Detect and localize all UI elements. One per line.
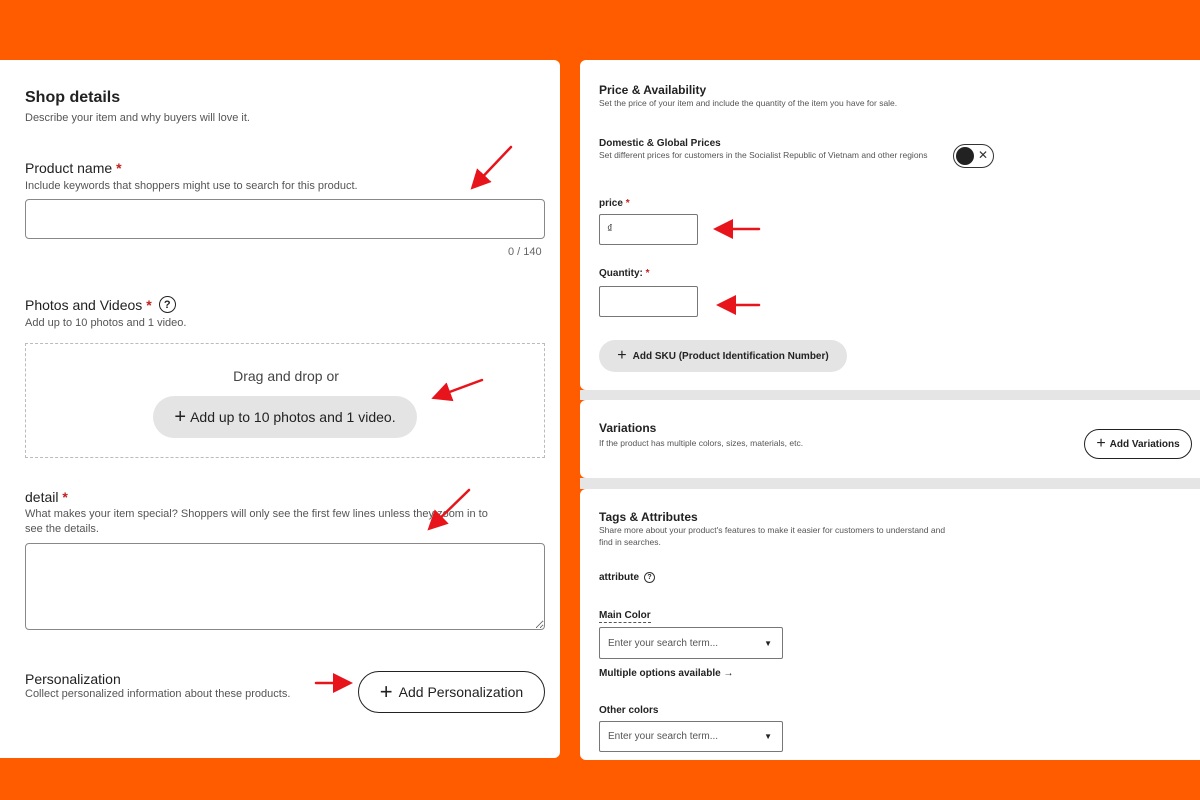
tags-subtitle [599, 524, 1019, 548]
arrow-right-icon: → [723, 668, 734, 679]
attribute-label [599, 572, 655, 583]
add-sku-button[interactable] [599, 340, 847, 372]
section-divider [580, 390, 1200, 400]
other-colors-select[interactable] [599, 721, 783, 752]
detail-label [25, 489, 68, 505]
photos-label-text: Photos and Videos [25, 296, 143, 313]
variations-card [580, 400, 1200, 478]
domestic-prices-subtitle: Set different prices for customers in the Socialist Republic of Vietnam and other regions [599, 150, 928, 160]
toggle-knob [956, 147, 974, 165]
multiple-options-link[interactable] [599, 668, 733, 679]
shop-details-title: Shop details [25, 89, 121, 106]
detail-textarea[interactable] [25, 543, 545, 630]
photos-label [25, 296, 176, 313]
currency-symbol: ₫ [607, 223, 613, 235]
shop-details-subtitle: Describe your item and why buyers will love it. [25, 112, 250, 124]
price-input[interactable] [599, 214, 698, 245]
plus-icon: + [1096, 435, 1106, 452]
tags-attributes-card [580, 489, 1200, 760]
detail-hint-line2: see the details. [25, 523, 99, 535]
price-availability-card [580, 60, 1200, 390]
add-personalization-button[interactable] [358, 671, 545, 713]
attribute-label-text: attribute [599, 572, 639, 583]
product-name-label-text: Product name [25, 160, 113, 176]
domestic-prices-title: Domestic & Global Prices [599, 138, 721, 149]
dropdown-caret-icon: ▼ [764, 732, 772, 741]
required-mark: * [116, 160, 122, 176]
required-mark: * [146, 296, 152, 313]
add-photos-button-label: Add up to 10 photos and 1 video. [190, 409, 396, 425]
add-personalization-button-label: Add Personalization [398, 684, 524, 700]
tags-subtitle-line2: find in searches. [599, 537, 661, 547]
close-icon: ✕ [978, 148, 989, 162]
listing-form-left [0, 60, 560, 758]
plus-icon: + [379, 679, 393, 704]
product-name-label [25, 160, 122, 176]
main-color-placeholder: Enter your search term... [608, 637, 719, 649]
personalization-subtitle: Collect personalized information about these products. [25, 688, 291, 700]
required-mark: * [62, 489, 68, 505]
add-variations-button-label: Add Variations [1109, 438, 1180, 450]
main-color-label[interactable]: Main Color [599, 610, 651, 621]
personalization-title: Personalization [25, 671, 121, 687]
variations-subtitle: If the product has multiple colors, sizes, materials, etc. [599, 438, 804, 448]
price-label-text: price [599, 198, 623, 209]
product-name-hint: Include keywords that shoppers might use to search for this product. [25, 180, 358, 192]
required-mark: * [625, 198, 630, 209]
variations-title: Variations [599, 421, 657, 435]
required-mark: * [645, 268, 650, 279]
help-icon[interactable]: ? [159, 296, 176, 313]
product-name-counter: 0 / 140 [508, 246, 542, 258]
quantity-label [599, 268, 650, 279]
detail-hint [25, 507, 545, 537]
plus-icon: + [174, 406, 187, 428]
drop-zone-text: Drag and drop or [233, 368, 339, 384]
photo-drop-zone[interactable] [25, 343, 545, 458]
add-sku-button-label: Add SKU (Product Identification Number) [632, 350, 829, 362]
section-divider [580, 478, 1200, 489]
dropdown-caret-icon: ▼ [764, 638, 772, 648]
quantity-label-text: Quantity: [599, 268, 643, 279]
other-colors-label: Other colors [599, 705, 659, 716]
photos-hint: Add up to 10 photos and 1 video. [25, 317, 187, 329]
domestic-prices-toggle[interactable] [953, 144, 994, 168]
tags-subtitle-line1: Share more about your product's features to make it easier for customers to understand and [599, 525, 946, 535]
other-colors-placeholder: Enter your search term... [608, 731, 719, 742]
price-availability-subtitle: Set the price of your item and include the quantity of the item you have for sale. [599, 98, 898, 108]
product-name-input[interactable] [25, 199, 545, 239]
add-photos-button[interactable] [153, 396, 417, 438]
help-icon[interactable]: ? [644, 572, 655, 583]
detail-hint-line1: What makes your item special? Shoppers will only see the first few lines unless they zoom in to [25, 508, 488, 520]
tags-title: Tags & Attributes [599, 510, 698, 524]
plus-icon: + [617, 347, 627, 364]
price-availability-title: Price & Availability [599, 83, 707, 97]
price-label [599, 198, 630, 209]
quantity-input[interactable] [599, 286, 698, 317]
add-variations-button[interactable] [1084, 429, 1192, 459]
detail-label-text: detail [25, 489, 59, 505]
main-color-select[interactable] [599, 627, 783, 659]
multiple-options-text: Multiple options available [599, 668, 721, 679]
